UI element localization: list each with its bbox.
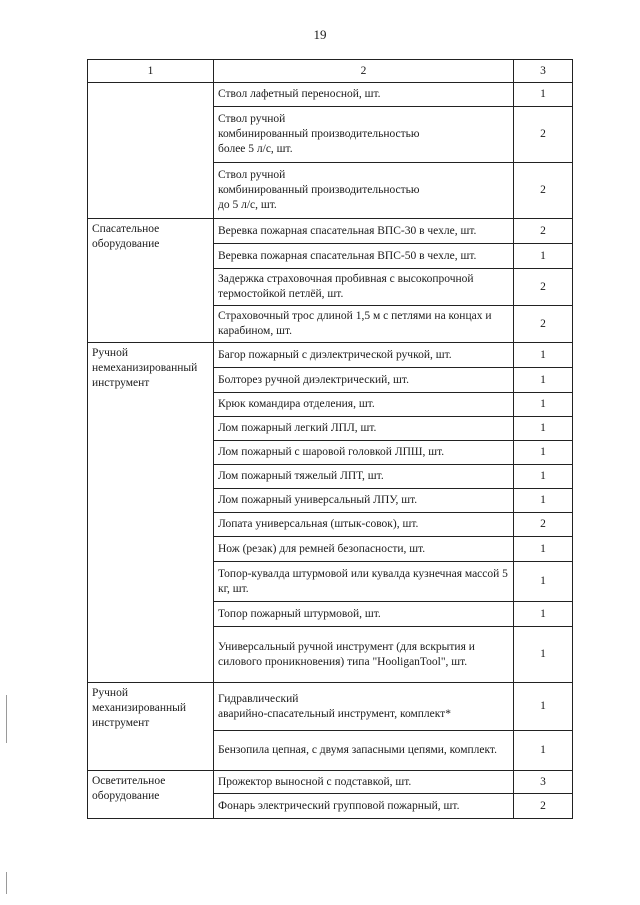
table-row	[88, 219, 573, 244]
item-name: Топор пожарный штурмовой, шт.	[214, 602, 514, 627]
item-qty: 1	[514, 537, 573, 562]
item-name: Лом пожарный легкий ЛПЛ, шт.	[214, 417, 514, 441]
item-qty: 1	[514, 368, 573, 393]
category-cell: Ручной механизированный инструмент	[88, 683, 214, 771]
category-cell: Осветительное оборудование	[88, 771, 214, 819]
item-name: Ствол ручной комбинированный производительностью более 5 л/с, шт.	[214, 107, 514, 163]
table-row	[88, 771, 573, 794]
item-name: Бензопила цепная, с двумя запасными цепями, комплект.	[214, 731, 514, 771]
item-qty: 1	[514, 731, 573, 771]
item-qty: 2	[514, 107, 573, 163]
item-name: Топор-кувалда штурмовой или кувалда кузнечная массой 5 кг, шт.	[214, 562, 514, 602]
item-qty: 1	[514, 465, 573, 489]
scan-artifact-line	[6, 872, 7, 894]
item-qty: 1	[514, 244, 573, 269]
item-qty: 1	[514, 562, 573, 602]
item-qty: 1	[514, 83, 573, 107]
item-qty: 2	[514, 306, 573, 343]
item-name: Гидравлический аварийно-спасательный инструмент, комплект*	[214, 683, 514, 731]
item-qty: 2	[514, 163, 573, 219]
item-name: Задержка страховочная пробивная с высокопрочной термостойкой петлёй, шт.	[214, 269, 514, 306]
item-name: Веревка пожарная спасательная ВПС-50 в чехле, шт.	[214, 244, 514, 269]
table-header-row	[88, 60, 573, 83]
item-qty: 1	[514, 417, 573, 441]
equipment-table	[87, 59, 573, 819]
item-qty: 1	[514, 393, 573, 417]
table-row	[88, 343, 573, 368]
item-name: Багор пожарный с диэлектрической ручкой, шт.	[214, 343, 514, 368]
item-name: Страховочный трос длиной 1,5 м с петлями на концах и карабином, шт.	[214, 306, 514, 343]
item-qty: 2	[514, 794, 573, 819]
item-name: Лом пожарный с шаровой головкой ЛПШ, шт.	[214, 441, 514, 465]
item-qty: 1	[514, 489, 573, 513]
column-header: 1	[88, 60, 214, 83]
item-name: Ствол лафетный переносной, шт.	[214, 83, 514, 107]
category-cell	[88, 83, 214, 219]
item-name: Нож (резак) для ремней безопасности, шт.	[214, 537, 514, 562]
scan-artifact-line	[6, 695, 7, 743]
category-cell: Спасательное оборудование	[88, 219, 214, 343]
item-name: Крюк командира отделения, шт.	[214, 393, 514, 417]
item-name: Болторез ручной диэлектрический, шт.	[214, 368, 514, 393]
item-qty: 1	[514, 441, 573, 465]
column-header: 3	[514, 60, 573, 83]
item-name: Прожектор выносной с подставкой, шт.	[214, 771, 514, 794]
item-qty: 1	[514, 683, 573, 731]
table-row	[88, 83, 573, 107]
item-qty: 2	[514, 513, 573, 537]
item-name: Лом пожарный универсальный ЛПУ, шт.	[214, 489, 514, 513]
item-qty: 1	[514, 343, 573, 368]
item-name: Фонарь электрический групповой пожарный, шт.	[214, 794, 514, 819]
item-name: Веревка пожарная спасательная ВПС-30 в чехле, шт.	[214, 219, 514, 244]
column-header: 2	[214, 60, 514, 83]
item-name: Лопата универсальная (штык-совок), шт.	[214, 513, 514, 537]
item-qty: 3	[514, 771, 573, 794]
table-row	[88, 683, 573, 731]
page-number: 19	[313, 27, 327, 42]
category-cell: Ручной немеханизированный инструмент	[88, 343, 214, 683]
item-qty: 2	[514, 269, 573, 306]
item-qty: 2	[514, 219, 573, 244]
item-name: Ствол ручной комбинированный производительностью до 5 л/с, шт.	[214, 163, 514, 219]
item-qty: 1	[514, 602, 573, 627]
item-name: Лом пожарный тяжелый ЛПТ, шт.	[214, 465, 514, 489]
item-qty: 1	[514, 627, 573, 683]
item-name: Универсальный ручной инструмент (для вскрытия и силового проникновения) типа "HooliganTool", шт.	[214, 627, 514, 683]
